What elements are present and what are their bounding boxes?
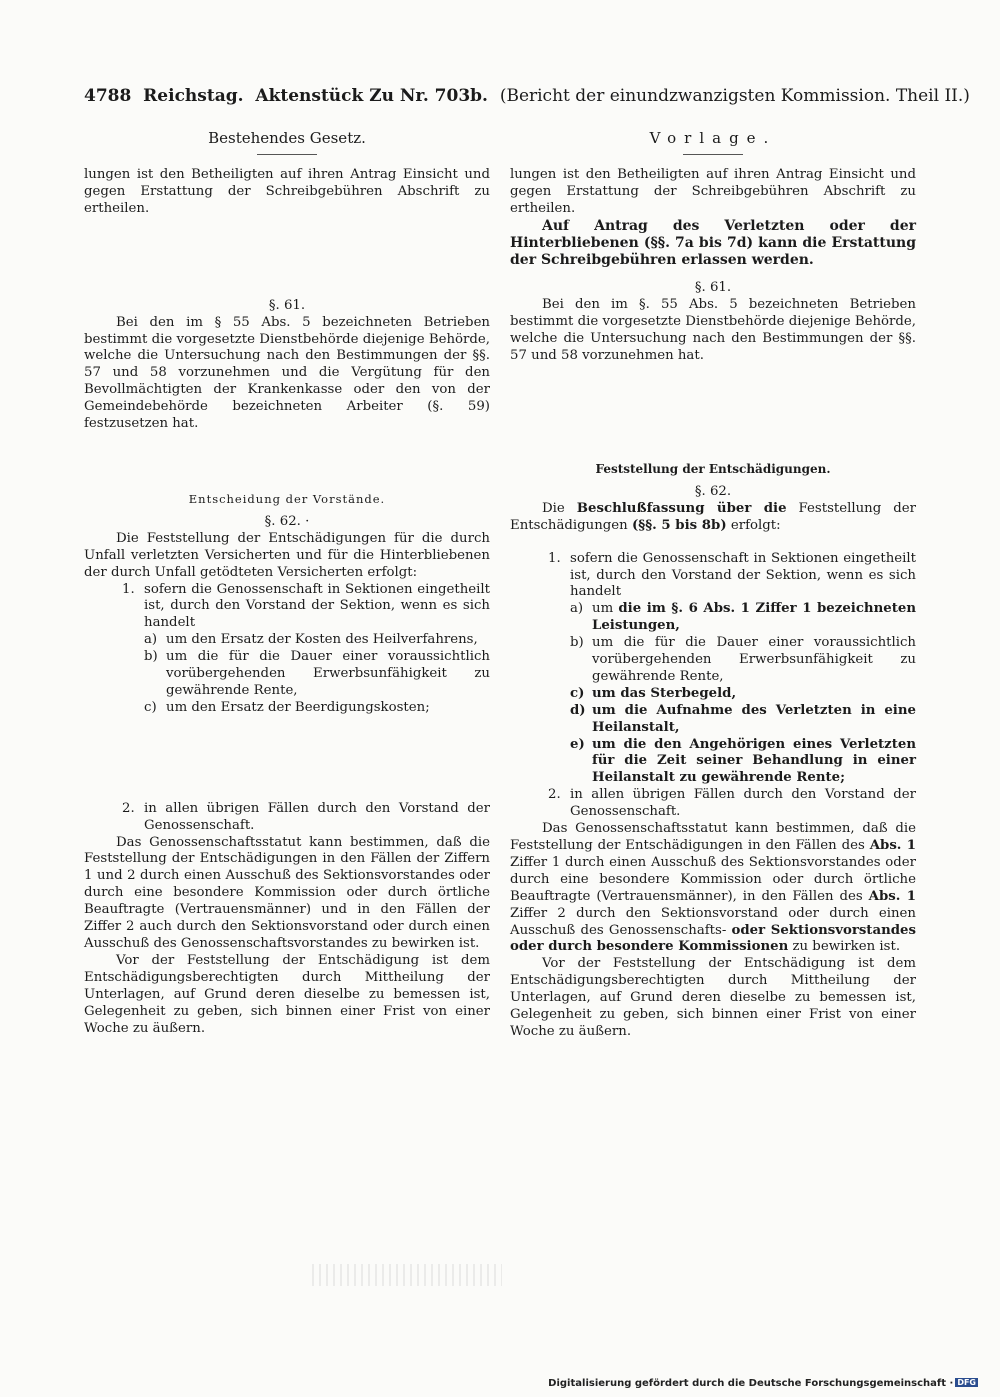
right-paragraph-antrag: Auf Antrag des Verletzten oder der Hinterbliebenen (§§. 7a bis 7d) kann die Erstattung der Schreibgebühren erlassen werden. [510,217,916,268]
left-paragraph-vor: Vor der Feststellung der Entschädigung ist dem Entschädigungsberechtigten durch Mittheilung der Unterlagen, auf Grund deren dieselbe zu bemessen ist, Gelegenheit zu geben, sich binnen einer Frist von einer Woche zu äußern. [84,952,490,1036]
right-subheading: Feststellung der Entschädigungen. [595,461,831,476]
left-heading-rule [257,154,317,155]
right-paragraph-statut: Das Genossenschaftsstatut kann bestimmen, daß die Feststellung der Entschädigungen in den Fällen des Abs. 1 Ziffer 1 durch einen Ausschuß des Sektionsvorstandes oder durch eine besondere Kommission oder durch örtliche Beauftragte (Vertrauensmänner), in den Fällen des Abs. 1 Ziffer 2 durch den Sektionsvorstand oder durch einen Ausschuß des Genossenschafts- oder Sektionsvorstandes oder durch besondere Kommissionen zu bewirken ist. [510,821,916,955]
right-paragraph-62-intro: Die Beschlußfassung über die Feststellung der Entschädigungen (§§. 5 bis 8b) erfolgt: [510,500,916,533]
digitization-footer [548,1378,978,1389]
header-title: Reichstag. [143,86,244,106]
left-item-1c: c) um den Ersatz der Beerdigungskosten; [144,699,430,715]
right-item-1 [510,551,916,602]
right-item-2-text: in allen übrigen Fällen durch den Vorstand der Genossenschaft. [570,787,916,820]
left-column-heading: Bestehendes Gesetz. [208,129,366,147]
left-item-1-number: 1. [122,581,135,597]
right-item-2-number: 2. [548,787,561,803]
right-column-heading: Vorlage. [649,129,777,147]
left-item-1 [84,582,490,633]
left-column [84,130,490,1037]
dfg-logo: DFG [957,1378,976,1387]
page-header [84,86,970,106]
right-section-61: §. 61. [694,280,732,296]
left-item-2-number: 2. [122,800,135,816]
left-item-2-text: in allen übrigen Fällen durch den Vorstand der Genossenschaft. [144,800,490,833]
right-item-1-number: 1. [548,550,561,566]
right-item-1b: b) um die für die Dauer einer voraussichtlich vorübergehenden Erwerbsunfähigkeit zu gewährende Rente, [570,635,916,684]
right-item-2 [510,787,916,821]
right-heading-rule [683,154,743,155]
left-item-1b: b) um die für die Dauer einer voraussichtlich vorübergehenden Erwerbsunfähigkeit zu gewährende Rente, [144,649,490,698]
right-item-1c: c) um das Sterbegeld, [570,685,737,701]
left-paragraph-61: Bei den im § 55 Abs. 5 bezeichneten Betrieben bestimmt die vorgesetzte Dienstbehörde diejenige Behörde, welche die Untersuchung nach den Bestimmungen der §§. 57 und 58 vorzunehmen und die Vergütung für den Bevollmächtigten der Krankenkasse oder den von der Gemeindebehörde bezeichneten Arbeiter (§. 59) festzusetzen hat. [84,314,490,432]
right-paragraph-vor: Vor der Feststellung der Entschädigung ist dem Entschädigungsberechtigten durch Mittheilung der Unterlagen, auf Grund deren dieselbe zu bemessen ist, Gelegenheit zu geben, sich binnen einer Frist von einer Woche zu äußern. [510,956,916,1039]
right-item-1a: a) um die im §. 6 Abs. 1 Ziffer 1 bezeichneten Leistungen, [570,601,916,634]
right-section-62: §. 62. [694,483,732,499]
left-paragraph-lungen: lungen ist den Betheiligten auf ihren Antrag Einsicht und gegen Erstattung der Schreibgebühren Abschrift zu ertheilen. [84,167,490,216]
left-paragraph-statut: Das Genossenschaftsstatut kann bestimmen, daß die Feststellung der Entschädigungen in den Fällen der Ziffern 1 und 2 durch einen Ausschuß des Sektionsvorstandes oder durch eine besondere Kommission oder durch örtliche Beauftragte (Vertrauensmänner) und in den Fällen der Ziffer 2 auch durch den Sektionsvorstand oder durch einen Ausschuß des Genossenschaftsvorstandes zu bewirken ist. [84,834,490,951]
left-section-61: §. 61. [268,297,306,313]
right-paragraph-lungen: lungen ist den Betheiligten auf ihren Antrag Einsicht und gegen Erstattung der Schreibgebühren Abschrift zu ertheilen. [510,167,916,216]
left-item-2 [84,801,490,835]
left-item-1a: a) um den Ersatz der Kosten des Heilverfahrens, [144,632,478,648]
header-document: Aktenstück Zu Nr. 703b. [255,86,488,106]
right-column [510,130,916,1041]
footer-text: Digitalisierung gefördert durch die Deutsche Forschungsgemeinschaft · [548,1378,954,1389]
left-paragraph-62-intro: Die Feststellung der Entschädigungen für die durch Unfall verletzten Versicherten und für die Hinterbliebenen der durch Unfall getödteten Versicherten erfolgt: [84,530,490,580]
right-item-1e: e) um die den Angehörigen eines Verletzten für die Zeit seiner Behandlung in einer Heilanstalt zu gewährende Rente; [570,736,916,786]
header-report: (Bericht der einundzwanzigsten Kommission. Theil II.) [499,86,970,106]
right-item-1d: d) um die Aufnahme des Verletzten in eine Heilanstalt, [570,702,916,735]
page-number: 4788 [84,86,132,106]
scan-smudge [312,1264,502,1286]
right-paragraph-61: Bei den im §. 55 Abs. 5 bezeichneten Betrieben bestimmt die vorgesetzte Dienstbehörde diejenige Behörde, welche die Untersuchung nach den Bestimmungen der §§. 57 und 58 vorzunehmen hat. [510,297,916,364]
left-subheading: Entscheidung der Vorstände. [188,491,386,506]
left-item-1-text: sofern die Genossenschaft in Sektionen eingetheilt ist, durch den Vorstand der Sektion, wenn es sich handelt [144,581,490,631]
right-item-1-text: sofern die Genossenschaft in Sektionen eingetheilt ist, durch den Vorstand der Sektion, wenn es sich handelt [570,550,916,600]
left-section-62: §. 62. · [264,513,310,529]
